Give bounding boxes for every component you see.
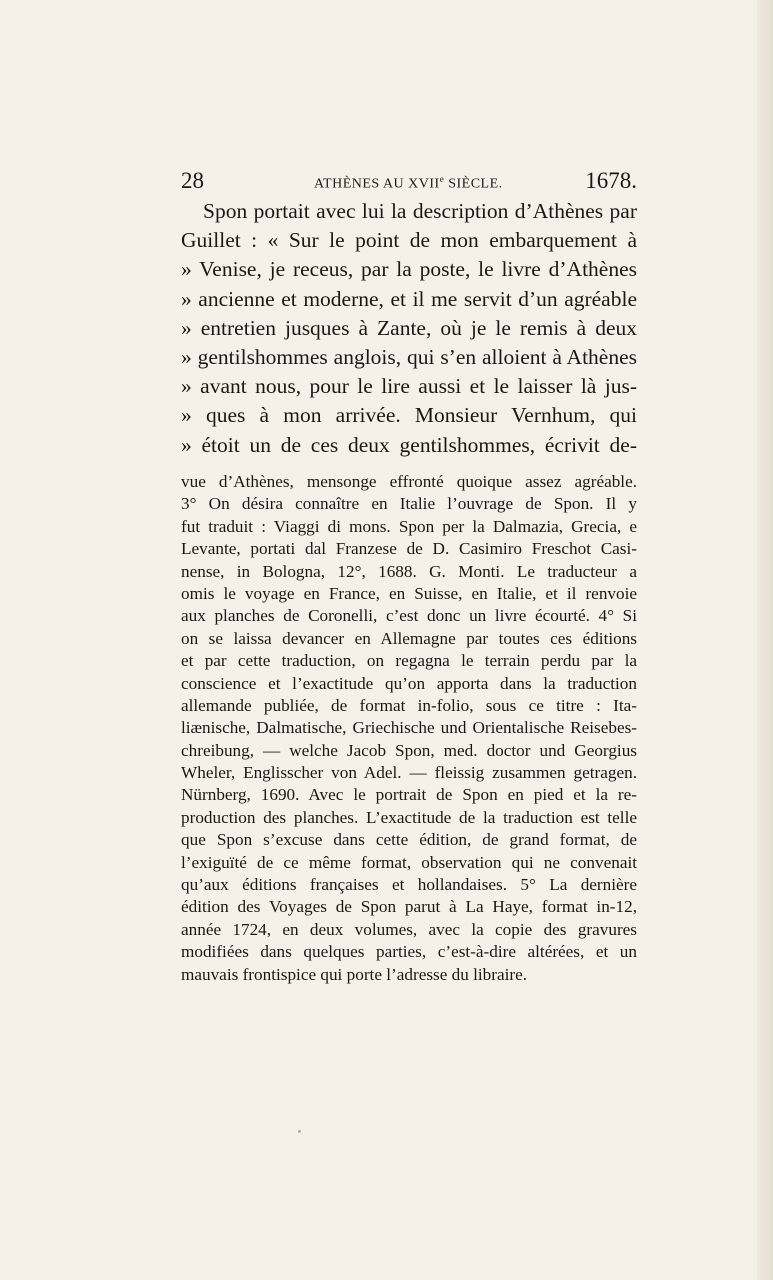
footnote-line: omis le voyage en France, en Suisse, en Italie, et il renvoie — [181, 583, 637, 603]
footnote-line: que Spon s’excuse dans cette édition, de grand format, de — [181, 830, 637, 850]
footnote-line: fut traduit : Viaggi di mons. Spon per la Dalmazia, Grecia, e — [181, 516, 637, 536]
footnote-line: et par cette traduction, on regagna le terrain perdu par la — [181, 651, 637, 671]
footnote-line: vue d’Athènes, mensonge effronté quoique assez agréable. — [181, 472, 637, 491]
main-line: » ancienne et moderne, et il me servit d’un agréable — [181, 286, 637, 311]
running-title-main: ATHÈNES AU XVII — [314, 176, 440, 192]
footnote-line: chreibung, — welche Jacob Spon, med. doctor und Georgius — [181, 740, 637, 760]
footnote-line: conscience et l’exactitude qu’on apporta dans la traduction — [181, 673, 637, 693]
footnote-text — [181, 471, 637, 986]
main-text — [181, 197, 637, 460]
footnote-line: Wheler, Englisscher von Adel. — fleissig zusammen getragen. — [181, 763, 637, 783]
footnote-line: 3° On désira connaître en Italie l’ouvrage de Spon. Il y — [181, 494, 637, 514]
main-line: » étoit un de ces deux gentilshommes, écrivit de- — [181, 432, 637, 457]
running-title — [314, 174, 503, 193]
footnote-line: qu’aux éditions françaises et hollandaises. 5° La dernière — [181, 875, 637, 895]
running-title-superscript: e — [439, 174, 445, 184]
footnote-line: liænische, Dalmatische, Griechische und Orientalische Reisebes- — [181, 718, 637, 738]
footnote-line: édition des Voyages de Spon parut à La Haye, format in-12, — [181, 897, 637, 917]
paper-speck — [298, 1130, 301, 1133]
page-gutter — [757, 0, 773, 1280]
footnote-line: on se laissa devancer en Allemagne par toutes ces éditions — [181, 628, 637, 648]
footnote-line: année 1724, en deux volumes, avec la copie des gravures — [181, 919, 637, 939]
main-line: » Venise, je receus, par la poste, le livre d’Athènes — [181, 257, 637, 282]
page-number: 28 — [181, 168, 204, 193]
main-line: » ques à mon arrivée. Monsieur Vernhum, qui — [181, 403, 637, 428]
main-line: Spon portait avec lui la description d’Athènes par — [203, 199, 637, 223]
footnote-line: Nürnberg, 1690. Avec le portrait de Spon en pied et la re- — [181, 785, 637, 805]
footnote-line: modifiées dans quelques parties, c’est-à-dire altérées, et un — [181, 942, 637, 962]
page-header — [181, 170, 637, 198]
main-line: Guillet : « Sur le point de mon embarquement à — [181, 228, 637, 253]
footnote-line: l’exiguïté de ce même format, observation qui ne convenait — [181, 852, 637, 872]
footnote-line: production des planches. L’exactitude de la traduction est telle — [181, 807, 637, 827]
footnote-line: allemande publiée, de format in-folio, sous ce titre : Ita- — [181, 695, 637, 715]
footnote-line: Levante, portati dal Franzese de D. Casimiro Freschot Casi- — [181, 539, 637, 559]
main-line: » gentilshommes anglois, qui s’en alloient à Athènes — [181, 344, 637, 369]
footnote-line: mauvais frontispice qui porte l’adresse du libraire. — [181, 964, 528, 984]
header-year: 1678. — [585, 168, 637, 193]
running-title-end: SIÈCLE. — [444, 176, 503, 192]
main-line: » entretien jusques à Zante, où je le remis à deux — [181, 315, 637, 340]
main-line: » avant nous, pour le lire aussi et le laisser là jus- — [181, 374, 637, 399]
footnote-line: aux planches de Coronelli, c’est donc un livre écourté. 4° Si — [181, 606, 637, 626]
footnote-line: nense, in Bologna, 12°, 1688. G. Monti. Le traducteur a — [181, 561, 637, 581]
